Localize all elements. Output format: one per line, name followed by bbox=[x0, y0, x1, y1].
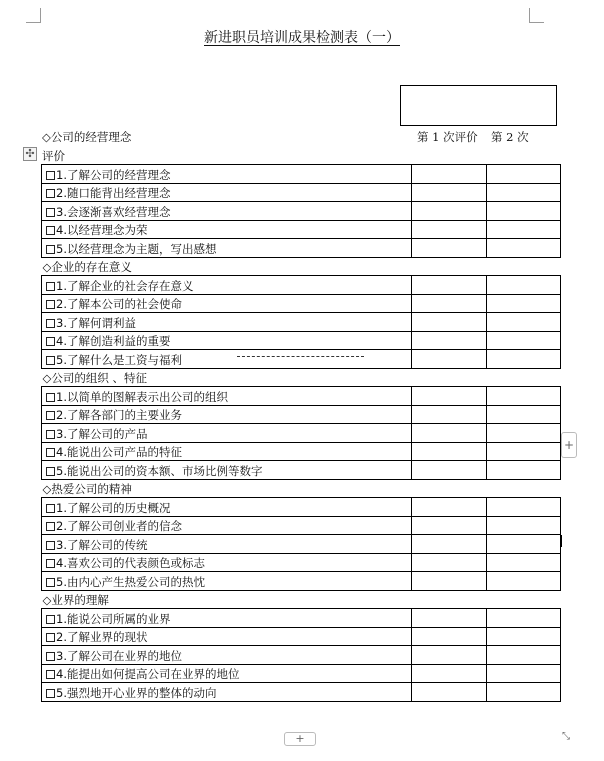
checkbox-icon[interactable] bbox=[46, 337, 55, 346]
crop-mark-top-left bbox=[26, 8, 41, 23]
text-cursor bbox=[560, 535, 562, 547]
first-eval-cell[interactable] bbox=[412, 646, 487, 665]
eval-first-header: 第 1 次评价 bbox=[417, 130, 478, 144]
checkbox-icon[interactable] bbox=[46, 319, 55, 328]
checklist-row bbox=[42, 424, 561, 443]
group-header-first: ◇公司的经营理念 bbox=[42, 130, 132, 144]
item-cell[interactable] bbox=[42, 294, 412, 313]
checkbox-icon[interactable] bbox=[46, 171, 55, 180]
second-eval-cell[interactable] bbox=[487, 627, 561, 646]
table-resize-handle-icon[interactable]: ⤡ bbox=[562, 731, 570, 742]
checkbox-icon[interactable] bbox=[46, 430, 55, 439]
second-eval-cell[interactable] bbox=[487, 683, 561, 702]
checklist-row bbox=[42, 165, 561, 184]
checklist-row bbox=[42, 350, 561, 369]
item-cell[interactable] bbox=[42, 646, 412, 665]
checkbox-icon[interactable] bbox=[46, 652, 55, 661]
second-eval-cell[interactable] bbox=[487, 387, 561, 406]
checklist-row bbox=[42, 572, 561, 591]
item-cell[interactable] bbox=[42, 331, 412, 350]
document-title bbox=[0, 27, 604, 47]
eval-second-header: 第 2 次 bbox=[491, 130, 529, 144]
checkbox-icon[interactable] bbox=[46, 615, 55, 624]
second-eval-cell[interactable] bbox=[487, 498, 561, 517]
checkbox-icon[interactable] bbox=[46, 689, 55, 698]
item-cell[interactable] bbox=[42, 424, 412, 443]
checklist-row bbox=[42, 646, 561, 665]
group-header-label: ◇企业的存在意义 bbox=[42, 260, 132, 274]
first-eval-cell[interactable] bbox=[412, 498, 487, 517]
second-eval-cell[interactable] bbox=[487, 165, 561, 184]
checklist-row bbox=[42, 516, 561, 535]
second-eval-cell[interactable] bbox=[487, 405, 561, 424]
group-header-label: ◇公司的组织 、特征 bbox=[42, 371, 147, 385]
item-label: 3.了解公司的产品 bbox=[56, 426, 148, 441]
second-eval-cell[interactable] bbox=[487, 294, 561, 313]
second-eval-cell[interactable] bbox=[487, 442, 561, 461]
checklist-row bbox=[42, 183, 561, 202]
item-cell[interactable] bbox=[42, 442, 412, 461]
first-eval-cell[interactable] bbox=[412, 572, 487, 591]
first-eval-cell[interactable] bbox=[412, 276, 487, 295]
second-eval-cell[interactable] bbox=[487, 220, 561, 239]
second-eval-cell[interactable] bbox=[487, 535, 561, 554]
item-label: 5.能说出公司的资本额、市场比例等数字 bbox=[56, 463, 263, 478]
first-eval-cell[interactable] bbox=[412, 442, 487, 461]
first-eval-cell[interactable] bbox=[412, 461, 487, 480]
table-move-handle-icon[interactable]: ✣ bbox=[23, 147, 37, 161]
checkbox-icon[interactable] bbox=[46, 356, 55, 365]
checkbox-icon[interactable] bbox=[46, 559, 55, 568]
checklist-row bbox=[42, 239, 561, 258]
checkbox-icon[interactable] bbox=[46, 226, 55, 235]
second-eval-cell[interactable] bbox=[487, 572, 561, 591]
checklist-row bbox=[42, 294, 561, 313]
item-cell[interactable] bbox=[42, 516, 412, 535]
item-cell[interactable] bbox=[42, 350, 412, 369]
checkbox-icon[interactable] bbox=[46, 411, 55, 420]
checkbox-icon[interactable] bbox=[46, 578, 55, 587]
item-cell[interactable] bbox=[42, 664, 412, 683]
checklist-row bbox=[42, 220, 561, 239]
checklist-row bbox=[42, 442, 561, 461]
first-eval-cell[interactable] bbox=[412, 165, 487, 184]
item-cell[interactable] bbox=[42, 535, 412, 554]
checkbox-icon[interactable] bbox=[46, 448, 55, 457]
checklist-row bbox=[42, 609, 561, 628]
item-label: 4.喜欢公司的代表颜色或标志 bbox=[56, 556, 205, 570]
second-eval-cell[interactable] bbox=[487, 183, 561, 202]
item-label: 4.了解创造利益的重要 bbox=[56, 334, 171, 348]
first-eval-cell[interactable] bbox=[412, 627, 487, 646]
checklist-row bbox=[42, 535, 561, 554]
checkbox-icon[interactable] bbox=[46, 189, 55, 198]
checklist-row bbox=[42, 664, 561, 683]
first-eval-cell[interactable] bbox=[412, 350, 487, 369]
item-cell[interactable] bbox=[42, 220, 412, 239]
item-cell[interactable] bbox=[42, 498, 412, 517]
second-eval-cell[interactable] bbox=[487, 516, 561, 535]
first-eval-cell[interactable] bbox=[412, 313, 487, 332]
first-eval-cell[interactable] bbox=[412, 387, 487, 406]
group-header-row bbox=[42, 257, 561, 276]
first-eval-cell[interactable] bbox=[412, 424, 487, 443]
second-eval-cell[interactable] bbox=[487, 424, 561, 443]
first-eval-cell[interactable] bbox=[412, 553, 487, 572]
checkbox-icon[interactable] bbox=[46, 541, 55, 550]
item-cell[interactable] bbox=[42, 202, 412, 221]
item-cell[interactable] bbox=[42, 572, 412, 591]
second-eval-cell[interactable] bbox=[487, 461, 561, 480]
item-cell[interactable] bbox=[42, 276, 412, 295]
checkbox-icon[interactable] bbox=[46, 208, 55, 217]
item-label: 3.了解公司的传统 bbox=[56, 537, 148, 552]
add-column-button[interactable]: + bbox=[561, 432, 577, 458]
first-eval-cell[interactable] bbox=[412, 331, 487, 350]
group-header-row bbox=[42, 590, 561, 609]
group-header-row bbox=[42, 368, 561, 387]
item-label: 2.了解公司创业者的信念 bbox=[56, 519, 182, 533]
checklist-row bbox=[42, 331, 561, 350]
item-label: 5.以经营理念为主题，写出感想 bbox=[56, 241, 217, 256]
checkbox-icon[interactable] bbox=[46, 393, 55, 402]
item-label: 1.以简单的图解表示出公司的组织 bbox=[56, 389, 228, 404]
checkbox-icon[interactable] bbox=[46, 467, 55, 476]
item-label: 1.能说公司所属的业界 bbox=[56, 611, 171, 626]
item-cell[interactable] bbox=[42, 165, 412, 184]
first-eval-cell[interactable] bbox=[412, 535, 487, 554]
first-eval-cell[interactable] bbox=[412, 220, 487, 239]
checklist-row bbox=[42, 276, 561, 295]
first-eval-cell[interactable] bbox=[412, 239, 487, 258]
item-cell[interactable] bbox=[42, 683, 412, 702]
checkbox-icon[interactable] bbox=[46, 245, 55, 254]
checklist-row bbox=[42, 627, 561, 646]
blank-text-box[interactable] bbox=[400, 85, 557, 126]
add-row-button[interactable]: + bbox=[284, 732, 316, 746]
item-cell[interactable] bbox=[42, 183, 412, 202]
second-eval-cell[interactable] bbox=[487, 646, 561, 665]
item-label: 3.了解何谓利益 bbox=[56, 315, 136, 330]
item-label: 1.了解公司的历史概况 bbox=[56, 500, 171, 515]
first-eval-cell[interactable] bbox=[412, 202, 487, 221]
first-eval-cell[interactable] bbox=[412, 609, 487, 628]
item-label: 3.了解公司在业界的地位 bbox=[56, 648, 182, 663]
checklist-row bbox=[42, 498, 561, 517]
first-eval-cell[interactable] bbox=[412, 664, 487, 683]
item-cell[interactable] bbox=[42, 553, 412, 572]
item-cell[interactable] bbox=[42, 387, 412, 406]
group-header-label: ◇热爱公司的精神 bbox=[42, 482, 132, 496]
second-eval-cell[interactable] bbox=[487, 553, 561, 572]
item-label: 5.了解什么是工资与福利 bbox=[56, 352, 182, 367]
checkbox-icon[interactable] bbox=[46, 522, 55, 531]
item-label: 2.了解本公司的社会使命 bbox=[56, 297, 182, 311]
checklist-row bbox=[42, 387, 561, 406]
first-eval-cell[interactable] bbox=[412, 683, 487, 702]
item-label: 2.了解业界的现状 bbox=[56, 630, 148, 644]
second-eval-cell[interactable] bbox=[487, 664, 561, 683]
item-cell[interactable] bbox=[42, 313, 412, 332]
first-eval-cell[interactable] bbox=[412, 294, 487, 313]
first-eval-cell[interactable] bbox=[412, 516, 487, 535]
second-eval-cell[interactable] bbox=[487, 331, 561, 350]
dashed-line bbox=[237, 356, 364, 357]
item-label: 2.了解各部门的主要业务 bbox=[56, 408, 182, 422]
checklist-row bbox=[42, 461, 561, 480]
checklist-table bbox=[41, 164, 561, 702]
item-label: 1.了解企业的社会存在意义 bbox=[56, 278, 194, 293]
second-eval-cell[interactable] bbox=[487, 276, 561, 295]
second-eval-cell[interactable] bbox=[487, 202, 561, 221]
item-label: 1.了解公司的经营理念 bbox=[56, 167, 171, 182]
item-cell[interactable] bbox=[42, 627, 412, 646]
item-cell[interactable] bbox=[42, 461, 412, 480]
document-title-text: 新进职员培训成果检测表（一） bbox=[204, 30, 400, 46]
checklist-row bbox=[42, 202, 561, 221]
checklist-row bbox=[42, 683, 561, 702]
second-eval-cell[interactable] bbox=[487, 239, 561, 258]
item-label: 4.能提出如何提高公司在业界的地位 bbox=[56, 667, 240, 681]
item-label: 4.以经营理念为荣 bbox=[56, 223, 148, 237]
checkbox-icon[interactable] bbox=[46, 633, 55, 642]
crop-mark-top-right bbox=[529, 8, 544, 23]
item-cell[interactable] bbox=[42, 405, 412, 424]
item-label: 2.随口能背出经营理念 bbox=[56, 186, 171, 200]
checkbox-icon[interactable] bbox=[46, 670, 55, 679]
item-label: 5.由内心产生热爱公司的热忱 bbox=[56, 574, 205, 589]
checklist-row bbox=[42, 553, 561, 572]
first-eval-cell[interactable] bbox=[412, 183, 487, 202]
item-label: 5.强烈地开心业界的整体的动向 bbox=[56, 685, 217, 700]
second-eval-cell[interactable] bbox=[487, 350, 561, 369]
item-cell[interactable] bbox=[42, 609, 412, 628]
item-label: 4.能说出公司产品的特征 bbox=[56, 445, 182, 459]
checkbox-icon[interactable] bbox=[46, 282, 55, 291]
second-eval-cell[interactable] bbox=[487, 313, 561, 332]
checkbox-icon[interactable] bbox=[46, 504, 55, 513]
eval-label: 评价 bbox=[42, 149, 65, 163]
item-cell[interactable] bbox=[42, 239, 412, 258]
checklist-row bbox=[42, 313, 561, 332]
checklist-row bbox=[42, 405, 561, 424]
first-eval-cell[interactable] bbox=[412, 405, 487, 424]
second-eval-cell[interactable] bbox=[487, 609, 561, 628]
group-header-row bbox=[42, 479, 561, 498]
group-header-label: ◇业界的理解 bbox=[42, 593, 109, 607]
checkbox-icon[interactable] bbox=[46, 300, 55, 309]
item-label: 3.会逐渐喜欢经营理念 bbox=[56, 204, 171, 219]
